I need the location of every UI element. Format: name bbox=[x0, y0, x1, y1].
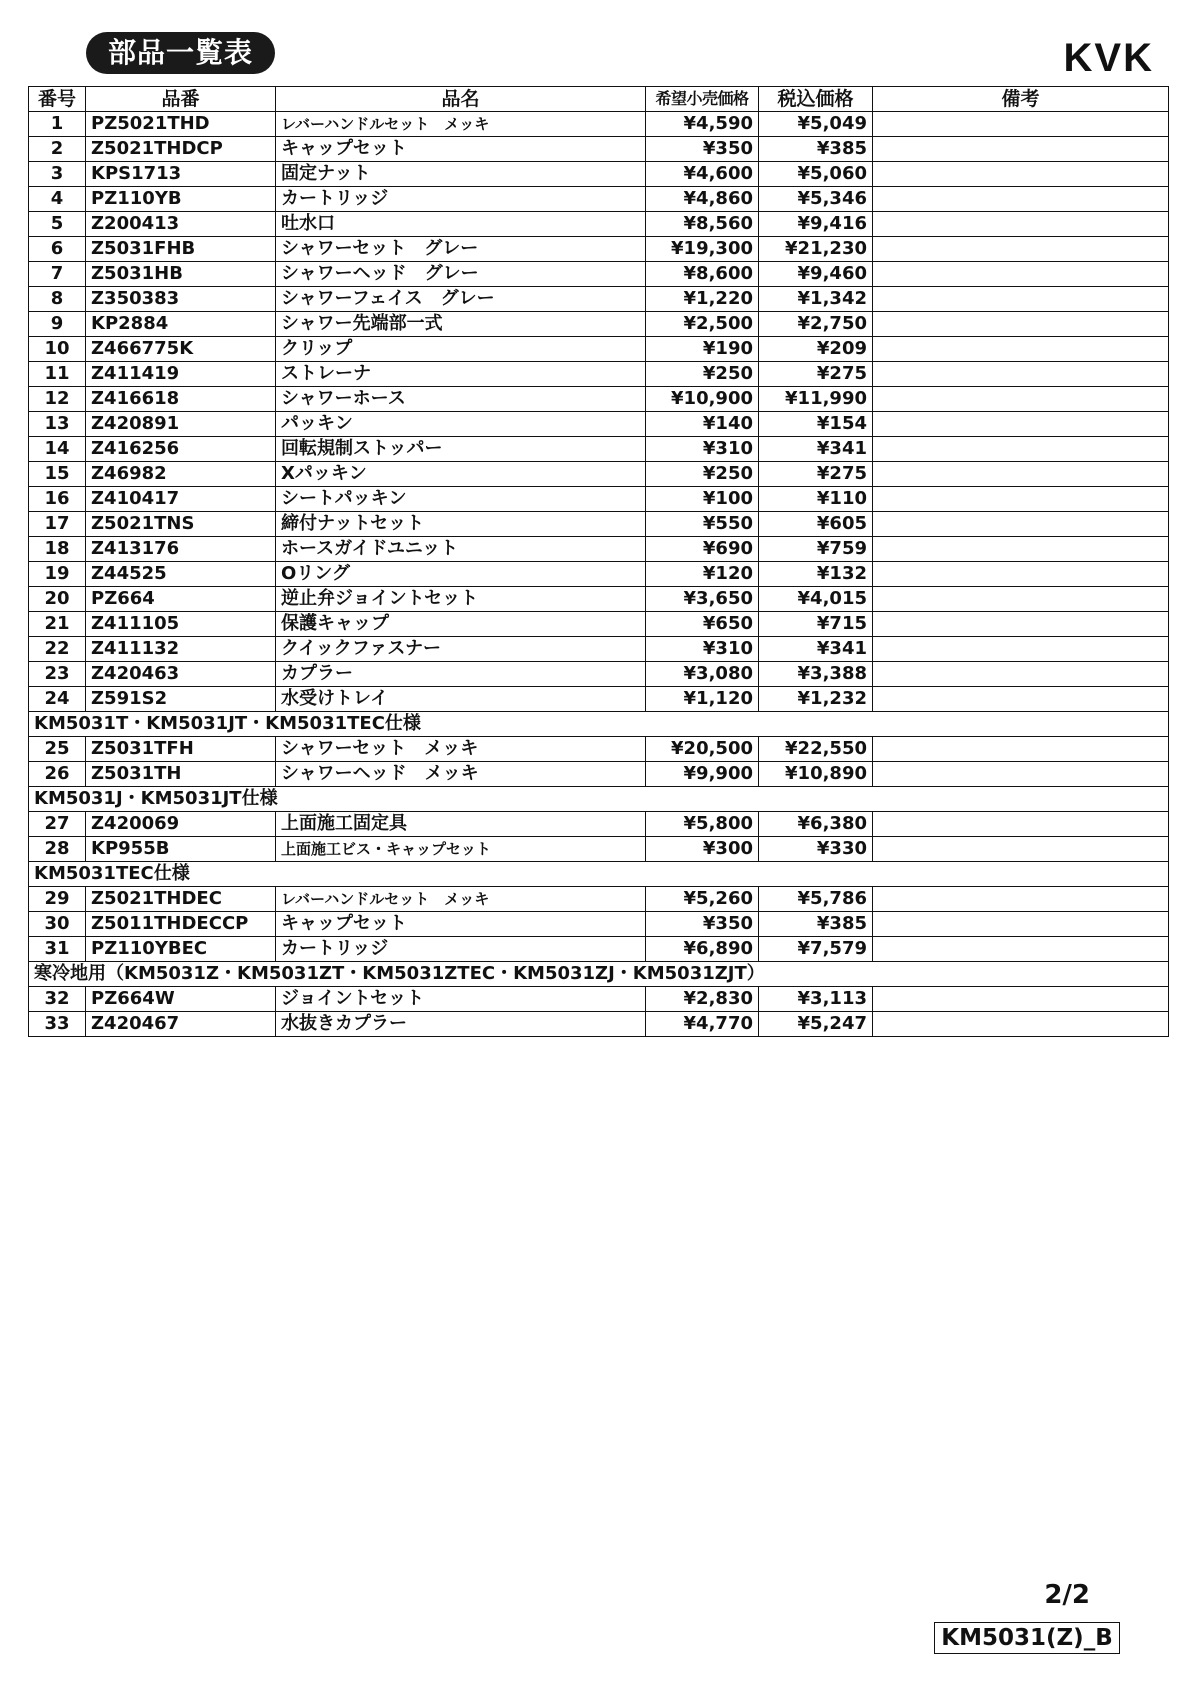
cell-tax-price: ¥110 bbox=[759, 487, 873, 512]
section-label: KM5031TEC仕様 bbox=[29, 862, 1169, 887]
header-note: 備考 bbox=[873, 87, 1169, 112]
cell-note bbox=[873, 612, 1169, 637]
cell-name: 水抜きカプラー bbox=[276, 1012, 646, 1037]
cell-part-no: PZ110YB bbox=[86, 187, 276, 212]
header-part-no: 品番 bbox=[86, 87, 276, 112]
cell-name: キャップセット bbox=[276, 137, 646, 162]
cell-tax-price: ¥1,232 bbox=[759, 687, 873, 712]
table-row bbox=[29, 537, 1169, 562]
header-name: 品名 bbox=[276, 87, 646, 112]
cell-list-price: ¥550 bbox=[646, 512, 759, 537]
cell-note bbox=[873, 112, 1169, 137]
cell-no: 9 bbox=[29, 312, 86, 337]
cell-note bbox=[873, 987, 1169, 1012]
page-number: 2/2 bbox=[1044, 1580, 1090, 1610]
cell-no: 17 bbox=[29, 512, 86, 537]
cell-tax-price: ¥2,750 bbox=[759, 312, 873, 337]
cell-name: カプラー bbox=[276, 662, 646, 687]
cell-list-price: ¥120 bbox=[646, 562, 759, 587]
cell-tax-price: ¥1,342 bbox=[759, 287, 873, 312]
cell-note bbox=[873, 287, 1169, 312]
cell-list-price: ¥3,080 bbox=[646, 662, 759, 687]
cell-tax-price: ¥5,247 bbox=[759, 1012, 873, 1037]
cell-tax-price: ¥9,460 bbox=[759, 262, 873, 287]
cell-no: 29 bbox=[29, 887, 86, 912]
table-row bbox=[29, 462, 1169, 487]
cell-note bbox=[873, 1012, 1169, 1037]
header-list-price: 希望小売価格 bbox=[646, 87, 759, 112]
cell-part-no: Z416618 bbox=[86, 387, 276, 412]
cell-note bbox=[873, 412, 1169, 437]
cell-part-no: Z466775K bbox=[86, 337, 276, 362]
table-row bbox=[29, 937, 1169, 962]
cell-tax-price: ¥9,416 bbox=[759, 212, 873, 237]
cell-note bbox=[873, 537, 1169, 562]
table-row bbox=[29, 737, 1169, 762]
section-label: KM5031T・KM5031JT・KM5031TEC仕様 bbox=[29, 712, 1169, 737]
cell-name: 水受けトレイ bbox=[276, 687, 646, 712]
cell-note bbox=[873, 662, 1169, 687]
table-row bbox=[29, 112, 1169, 137]
cell-part-no: Z420891 bbox=[86, 412, 276, 437]
cell-note bbox=[873, 637, 1169, 662]
cell-part-no: Z420463 bbox=[86, 662, 276, 687]
table-row bbox=[29, 287, 1169, 312]
cell-note bbox=[873, 362, 1169, 387]
table-row bbox=[29, 137, 1169, 162]
cell-part-no: Z350383 bbox=[86, 287, 276, 312]
cell-part-no: Z420069 bbox=[86, 812, 276, 837]
cell-no: 22 bbox=[29, 637, 86, 662]
table-row bbox=[29, 562, 1169, 587]
cell-no: 10 bbox=[29, 337, 86, 362]
cell-list-price: ¥2,500 bbox=[646, 312, 759, 337]
cell-tax-price: ¥132 bbox=[759, 562, 873, 587]
cell-name: ジョイントセット bbox=[276, 987, 646, 1012]
cell-name: カートリッジ bbox=[276, 187, 646, 212]
cell-no: 3 bbox=[29, 162, 86, 187]
cell-note bbox=[873, 237, 1169, 262]
cell-tax-price: ¥715 bbox=[759, 612, 873, 637]
cell-tax-price: ¥341 bbox=[759, 637, 873, 662]
cell-no: 16 bbox=[29, 487, 86, 512]
page-title: 部品一覧表 bbox=[86, 32, 275, 74]
cell-list-price: ¥20,500 bbox=[646, 737, 759, 762]
cell-list-price: ¥250 bbox=[646, 362, 759, 387]
cell-no: 30 bbox=[29, 912, 86, 937]
cell-note bbox=[873, 312, 1169, 337]
table-row bbox=[29, 812, 1169, 837]
cell-no: 4 bbox=[29, 187, 86, 212]
cell-name: シャワーフェイス グレー bbox=[276, 287, 646, 312]
table-row bbox=[29, 487, 1169, 512]
cell-list-price: ¥190 bbox=[646, 337, 759, 362]
cell-list-price: ¥140 bbox=[646, 412, 759, 437]
cell-no: 14 bbox=[29, 437, 86, 462]
cell-name: 保護キャップ bbox=[276, 612, 646, 637]
table-row bbox=[29, 987, 1169, 1012]
cell-name: シャワーセット メッキ bbox=[276, 737, 646, 762]
cell-note bbox=[873, 462, 1169, 487]
cell-part-no: Z46982 bbox=[86, 462, 276, 487]
cell-tax-price: ¥330 bbox=[759, 837, 873, 862]
cell-no: 18 bbox=[29, 537, 86, 562]
table-row bbox=[29, 1012, 1169, 1037]
cell-no: 5 bbox=[29, 212, 86, 237]
cell-list-price: ¥5,260 bbox=[646, 887, 759, 912]
cell-tax-price: ¥385 bbox=[759, 912, 873, 937]
section-row bbox=[29, 962, 1169, 987]
cell-name: レバーハンドルセット メッキ bbox=[276, 887, 646, 912]
cell-name: レバーハンドルセット メッキ bbox=[276, 112, 646, 137]
section-row bbox=[29, 712, 1169, 737]
cell-note bbox=[873, 137, 1169, 162]
cell-no: 27 bbox=[29, 812, 86, 837]
cell-part-no: Z5031FHB bbox=[86, 237, 276, 262]
cell-note bbox=[873, 687, 1169, 712]
cell-part-no: Z5021TNS bbox=[86, 512, 276, 537]
cell-name: Oリング bbox=[276, 562, 646, 587]
cell-no: 19 bbox=[29, 562, 86, 587]
cell-note bbox=[873, 262, 1169, 287]
cell-name: Xパッキン bbox=[276, 462, 646, 487]
header-no: 番号 bbox=[29, 87, 86, 112]
cell-tax-price: ¥22,550 bbox=[759, 737, 873, 762]
cell-list-price: ¥19,300 bbox=[646, 237, 759, 262]
cell-list-price: ¥650 bbox=[646, 612, 759, 637]
table-row bbox=[29, 837, 1169, 862]
cell-no: 7 bbox=[29, 262, 86, 287]
cell-part-no: PZ664 bbox=[86, 587, 276, 612]
cell-list-price: ¥10,900 bbox=[646, 387, 759, 412]
cell-list-price: ¥4,590 bbox=[646, 112, 759, 137]
cell-note bbox=[873, 162, 1169, 187]
cell-part-no: Z411132 bbox=[86, 637, 276, 662]
cell-list-price: ¥1,120 bbox=[646, 687, 759, 712]
cell-note bbox=[873, 762, 1169, 787]
cell-list-price: ¥350 bbox=[646, 137, 759, 162]
cell-tax-price: ¥3,113 bbox=[759, 987, 873, 1012]
table-row bbox=[29, 387, 1169, 412]
cell-note bbox=[873, 562, 1169, 587]
section-row bbox=[29, 787, 1169, 812]
cell-tax-price: ¥5,049 bbox=[759, 112, 873, 137]
cell-part-no: Z44525 bbox=[86, 562, 276, 587]
table-row bbox=[29, 212, 1169, 237]
cell-part-no: Z420467 bbox=[86, 1012, 276, 1037]
cell-note bbox=[873, 437, 1169, 462]
table-row bbox=[29, 312, 1169, 337]
table-header bbox=[29, 87, 1169, 112]
cell-tax-price: ¥605 bbox=[759, 512, 873, 537]
cell-tax-price: ¥385 bbox=[759, 137, 873, 162]
cell-no: 8 bbox=[29, 287, 86, 312]
table-row bbox=[29, 162, 1169, 187]
cell-name: シャワー先端部一式 bbox=[276, 312, 646, 337]
brand-logo: KVK bbox=[1063, 36, 1154, 80]
cell-note bbox=[873, 912, 1169, 937]
cell-name: カートリッジ bbox=[276, 937, 646, 962]
cell-name: シャワーセット グレー bbox=[276, 237, 646, 262]
cell-list-price: ¥250 bbox=[646, 462, 759, 487]
cell-tax-price: ¥341 bbox=[759, 437, 873, 462]
cell-no: 24 bbox=[29, 687, 86, 712]
cell-name: ホースガイドユニット bbox=[276, 537, 646, 562]
cell-part-no: Z200413 bbox=[86, 212, 276, 237]
cell-part-no: PZ664W bbox=[86, 987, 276, 1012]
cell-note bbox=[873, 212, 1169, 237]
cell-tax-price: ¥5,786 bbox=[759, 887, 873, 912]
table-row bbox=[29, 637, 1169, 662]
cell-no: 33 bbox=[29, 1012, 86, 1037]
cell-part-no: Z5031TFH bbox=[86, 737, 276, 762]
cell-name: クイックファスナー bbox=[276, 637, 646, 662]
cell-no: 12 bbox=[29, 387, 86, 412]
cell-no: 25 bbox=[29, 737, 86, 762]
table-row bbox=[29, 762, 1169, 787]
section-label: 寒冷地用（KM5031Z・KM5031ZT・KM5031ZTEC・KM5031ZJ・KM5031ZJT） bbox=[29, 962, 1169, 987]
cell-tax-price: ¥759 bbox=[759, 537, 873, 562]
table-row bbox=[29, 687, 1169, 712]
table-row bbox=[29, 612, 1169, 637]
cell-no: 15 bbox=[29, 462, 86, 487]
cell-part-no: Z5031HB bbox=[86, 262, 276, 287]
cell-no: 23 bbox=[29, 662, 86, 687]
cell-part-no: KPS1713 bbox=[86, 162, 276, 187]
cell-name: 上面施工ビス・キャップセット bbox=[276, 837, 646, 862]
cell-list-price: ¥310 bbox=[646, 637, 759, 662]
cell-list-price: ¥690 bbox=[646, 537, 759, 562]
cell-list-price: ¥300 bbox=[646, 837, 759, 862]
cell-name: 吐水口 bbox=[276, 212, 646, 237]
cell-note bbox=[873, 812, 1169, 837]
cell-list-price: ¥4,860 bbox=[646, 187, 759, 212]
cell-tax-price: ¥10,890 bbox=[759, 762, 873, 787]
cell-note bbox=[873, 487, 1169, 512]
section-label: KM5031J・KM5031JT仕様 bbox=[29, 787, 1169, 812]
cell-list-price: ¥350 bbox=[646, 912, 759, 937]
cell-name: 締付ナットセット bbox=[276, 512, 646, 537]
cell-note bbox=[873, 937, 1169, 962]
cell-name: シャワーホース bbox=[276, 387, 646, 412]
cell-list-price: ¥310 bbox=[646, 437, 759, 462]
cell-tax-price: ¥7,579 bbox=[759, 937, 873, 962]
cell-list-price: ¥8,600 bbox=[646, 262, 759, 287]
table-row bbox=[29, 262, 1169, 287]
cell-tax-price: ¥6,380 bbox=[759, 812, 873, 837]
cell-no: 2 bbox=[29, 137, 86, 162]
cell-part-no: Z5021THDEC bbox=[86, 887, 276, 912]
cell-no: 13 bbox=[29, 412, 86, 437]
cell-name: 上面施工固定具 bbox=[276, 812, 646, 837]
cell-part-no: Z411419 bbox=[86, 362, 276, 387]
cell-part-no: KP955B bbox=[86, 837, 276, 862]
cell-tax-price: ¥275 bbox=[759, 462, 873, 487]
cell-list-price: ¥6,890 bbox=[646, 937, 759, 962]
header-row bbox=[29, 87, 1169, 112]
table-row bbox=[29, 437, 1169, 462]
cell-note bbox=[873, 837, 1169, 862]
cell-no: 28 bbox=[29, 837, 86, 862]
cell-note bbox=[873, 187, 1169, 212]
cell-list-price: ¥100 bbox=[646, 487, 759, 512]
cell-name: シャワーヘッド メッキ bbox=[276, 762, 646, 787]
cell-tax-price: ¥154 bbox=[759, 412, 873, 437]
cell-part-no: Z591S2 bbox=[86, 687, 276, 712]
cell-tax-price: ¥275 bbox=[759, 362, 873, 387]
cell-part-no: Z5021THDCP bbox=[86, 137, 276, 162]
cell-no: 1 bbox=[29, 112, 86, 137]
cell-no: 26 bbox=[29, 762, 86, 787]
cell-tax-price: ¥3,388 bbox=[759, 662, 873, 687]
table-row bbox=[29, 412, 1169, 437]
cell-name: 回転規制ストッパー bbox=[276, 437, 646, 462]
document-code: KM5031(Z)_B bbox=[934, 1622, 1120, 1654]
table-row bbox=[29, 237, 1169, 262]
cell-tax-price: ¥5,346 bbox=[759, 187, 873, 212]
cell-tax-price: ¥5,060 bbox=[759, 162, 873, 187]
cell-name: シートパッキン bbox=[276, 487, 646, 512]
cell-part-no: KP2884 bbox=[86, 312, 276, 337]
cell-no: 32 bbox=[29, 987, 86, 1012]
cell-list-price: ¥5,800 bbox=[646, 812, 759, 837]
table-row bbox=[29, 362, 1169, 387]
cell-part-no: Z413176 bbox=[86, 537, 276, 562]
cell-list-price: ¥2,830 bbox=[646, 987, 759, 1012]
cell-list-price: ¥4,600 bbox=[646, 162, 759, 187]
cell-list-price: ¥4,770 bbox=[646, 1012, 759, 1037]
cell-name: 固定ナット bbox=[276, 162, 646, 187]
cell-no: 21 bbox=[29, 612, 86, 637]
cell-no: 31 bbox=[29, 937, 86, 962]
cell-part-no: PZ5021THD bbox=[86, 112, 276, 137]
cell-name: ストレーナ bbox=[276, 362, 646, 387]
table-row bbox=[29, 587, 1169, 612]
cell-note bbox=[873, 887, 1169, 912]
cell-note bbox=[873, 587, 1169, 612]
cell-part-no: Z5031TH bbox=[86, 762, 276, 787]
cell-tax-price: ¥209 bbox=[759, 337, 873, 362]
cell-list-price: ¥1,220 bbox=[646, 287, 759, 312]
cell-list-price: ¥8,560 bbox=[646, 212, 759, 237]
table-row bbox=[29, 187, 1169, 212]
header-tax-price: 税込価格 bbox=[759, 87, 873, 112]
cell-name: キャップセット bbox=[276, 912, 646, 937]
table-row bbox=[29, 912, 1169, 937]
cell-tax-price: ¥21,230 bbox=[759, 237, 873, 262]
cell-part-no: Z411105 bbox=[86, 612, 276, 637]
cell-note bbox=[873, 337, 1169, 362]
cell-name: シャワーヘッド グレー bbox=[276, 262, 646, 287]
cell-tax-price: ¥4,015 bbox=[759, 587, 873, 612]
cell-part-no: PZ110YBEC bbox=[86, 937, 276, 962]
cell-note bbox=[873, 387, 1169, 412]
cell-name: 逆止弁ジョイントセット bbox=[276, 587, 646, 612]
cell-list-price: ¥3,650 bbox=[646, 587, 759, 612]
cell-no: 20 bbox=[29, 587, 86, 612]
cell-part-no: Z416256 bbox=[86, 437, 276, 462]
cell-part-no: Z5011THDECCP bbox=[86, 912, 276, 937]
cell-part-no: Z410417 bbox=[86, 487, 276, 512]
table-row bbox=[29, 337, 1169, 362]
cell-no: 6 bbox=[29, 237, 86, 262]
cell-tax-price: ¥11,990 bbox=[759, 387, 873, 412]
cell-name: パッキン bbox=[276, 412, 646, 437]
cell-note bbox=[873, 512, 1169, 537]
cell-note bbox=[873, 737, 1169, 762]
table-body bbox=[29, 112, 1169, 1037]
cell-name: クリップ bbox=[276, 337, 646, 362]
table-row bbox=[29, 662, 1169, 687]
cell-list-price: ¥9,900 bbox=[646, 762, 759, 787]
cell-no: 11 bbox=[29, 362, 86, 387]
parts-table bbox=[28, 86, 1169, 1037]
table-row bbox=[29, 512, 1169, 537]
section-row bbox=[29, 862, 1169, 887]
table-row bbox=[29, 887, 1169, 912]
